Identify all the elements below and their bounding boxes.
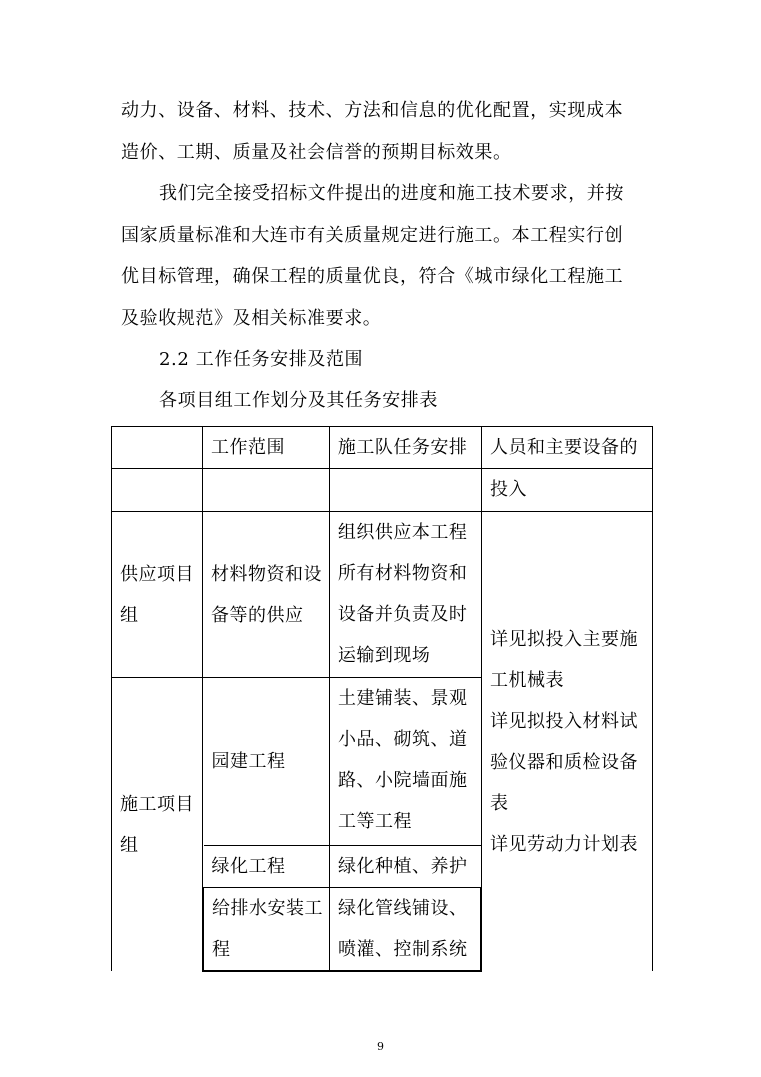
cell-line: 供应项目 <box>120 563 194 585</box>
cell-line: 组 <box>120 604 139 626</box>
table-row <box>112 512 653 678</box>
cell-line: 材料物资和设 <box>211 563 322 585</box>
table-header-row <box>112 469 653 512</box>
cell-line: 路、小院墙面施 <box>338 770 468 791</box>
section-heading: 2.2 工作任务安排及范围 <box>159 349 364 370</box>
header-cell: 施工队任务安排 <box>329 427 481 469</box>
cell-line: 详见拟投入主要施 <box>490 628 638 650</box>
header-cell: 工作范围 <box>203 427 330 469</box>
cell-line: 表 <box>490 792 509 814</box>
cell-line: 组织供应本工程 <box>337 522 468 543</box>
header-cell <box>112 469 203 512</box>
cell-line: 运输到现场 <box>337 645 431 666</box>
cell-line: 喷灌、控制系统 <box>338 938 468 960</box>
cell-line: 程 <box>212 938 231 960</box>
paragraph-line: 及验收规范》及相关标准要求。 <box>121 308 382 329</box>
paragraph-line: 造价、工期、质量及社会信誉的预期目标效果。 <box>121 142 512 163</box>
table-row <box>204 887 481 970</box>
resources-cell <box>482 512 653 972</box>
paragraph-line: 我们完全接受招标文件提出的进度和施工技术要求，并按 <box>159 183 624 204</box>
cell-line: 工机械表 <box>490 669 564 691</box>
task-cell <box>330 887 481 970</box>
cell-line: 给排水安装工 <box>212 897 323 919</box>
task-cell <box>330 845 481 887</box>
cell-line: 工等工程 <box>338 811 412 832</box>
header-cell: 人员和主要设备的 <box>482 427 653 469</box>
construction-subtable-cell <box>203 678 482 972</box>
cell-line: 设备并负责及时 <box>337 604 468 625</box>
cell-line: 详见劳动力计划表 <box>490 833 638 855</box>
cell-line: 绿化种植、养护 <box>338 855 468 877</box>
paragraph-line: 国家质量标准和大连市有关质量规定进行施工。本工程实行创 <box>121 225 624 246</box>
task-table <box>111 426 653 972</box>
cell-line: 所有材料物资和 <box>337 563 468 584</box>
construction-subtable <box>203 678 481 971</box>
cell-line: 绿化管线铺设、 <box>338 897 468 919</box>
header-cell: 投入 <box>482 469 653 512</box>
scope-cell <box>204 678 330 845</box>
cell-line: 园建工程 <box>211 750 286 772</box>
cell-line: 组 <box>120 834 139 856</box>
table-header-row <box>112 427 653 469</box>
scope-cell <box>203 512 330 678</box>
paragraph-line: 动力、设备、材料、技术、方法和信息的优化配置，实现成本 <box>121 100 624 121</box>
group-label-cell <box>112 512 203 678</box>
cell-line: 详见拟投入材料试 <box>490 710 638 732</box>
task-cell <box>329 512 481 678</box>
table-row <box>204 845 481 887</box>
cell-line: 绿化工程 <box>211 855 286 877</box>
table-row <box>204 678 481 845</box>
scope-cell <box>204 845 330 887</box>
table-title: 各项目组工作划分及其任务安排表 <box>159 390 438 411</box>
header-cell <box>112 427 203 469</box>
cell-line: 备等的供应 <box>211 604 304 626</box>
paragraph-line: 优目标管理，确保工程的质量优良，符合《城市绿化工程施工 <box>121 266 624 287</box>
cell-line: 土建铺装、景观 <box>338 688 468 709</box>
header-cell <box>329 469 481 512</box>
cell-line: 施工项目 <box>120 793 194 815</box>
page-number: 9 <box>377 1040 384 1053</box>
task-cell <box>330 678 481 845</box>
scope-cell <box>204 887 330 970</box>
cell-line: 小品、砌筑、道 <box>338 729 468 750</box>
header-cell <box>203 469 330 512</box>
cell-line: 验仪器和质检设备 <box>490 751 638 773</box>
group-label-cell <box>112 678 203 972</box>
